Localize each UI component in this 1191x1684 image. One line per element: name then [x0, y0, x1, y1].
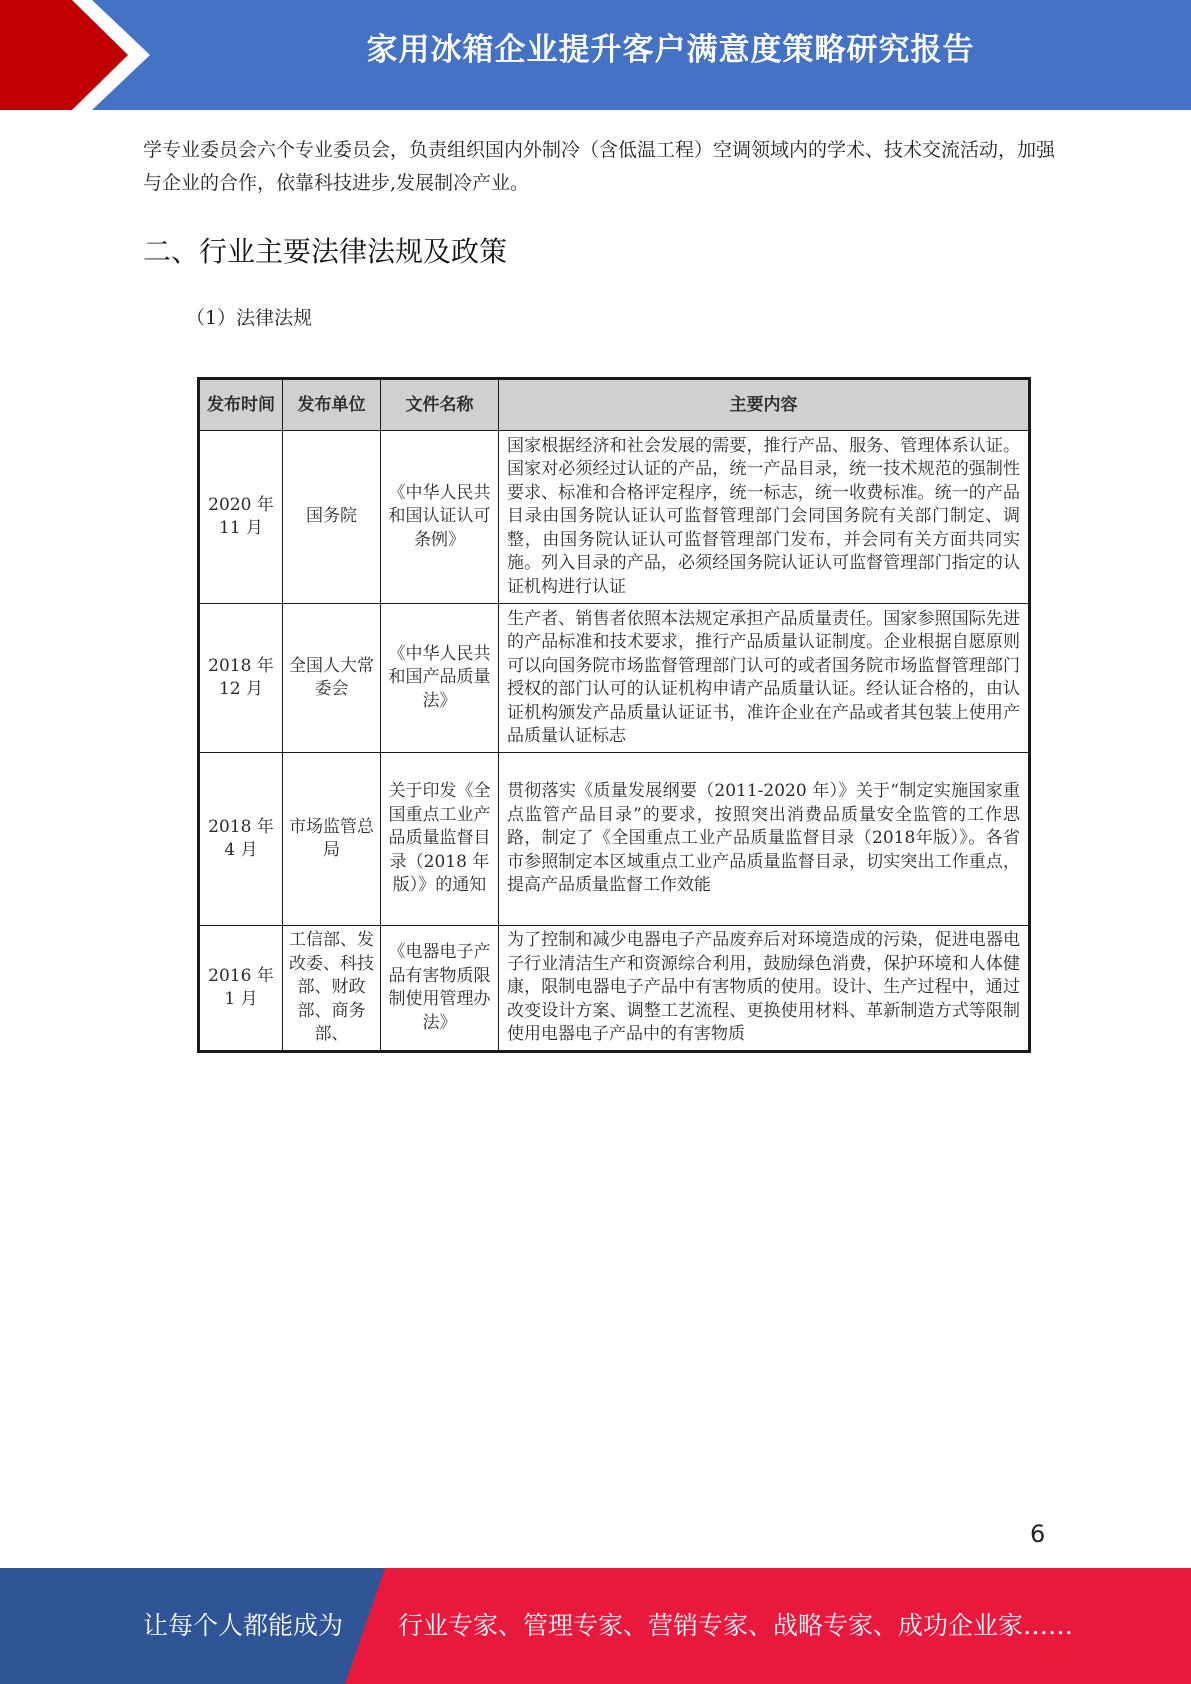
table-row — [199, 926, 1030, 1052]
cell-issuer: 市场监管总局 — [283, 753, 381, 926]
cell-content: 为了控制和减少电器电子产品废弃后对环境造成的污染，促进电器电子行业清洁生产和资源综合利用，鼓励绿色消费，保护环境和人体健康，限制电器电子产品中有害物质的使用。设计、生产过程中，通过改变设计方案、调整工艺流程、更换使用材料、革新制造方式等限制使用电器电子产品中的有害物质 — [499, 926, 1030, 1052]
cell-document: 《中华人民共和国认证认可条例》 — [381, 431, 499, 604]
cell-issuer: 工信部、发改委、科技部、财政部、商务部、 — [283, 926, 381, 1052]
cell-document: 《中华人民共和国产品质量法》 — [381, 604, 499, 753]
intro-paragraph: 学专业委员会六个专业委员会，负责组织国内外制冷（含低温工程）空调领域内的学术、技术交流活动，加强与企业的合作，依靠科技进步,发展制冷产业。 — [143, 139, 1056, 194]
cell-date: 2018 年12 月 — [199, 604, 283, 753]
header-issuer: 发布单位 — [283, 379, 381, 431]
cell-document: 关于印发《全国重点工业产品质量监督目录（2018 年版）》的通知 — [381, 753, 499, 926]
regulations-table — [197, 377, 1031, 1053]
sub-heading: （1）法律法规 — [186, 307, 313, 329]
table-row — [199, 431, 1030, 604]
header-content: 主要内容 — [499, 379, 1030, 431]
page-number: 6 — [1030, 1520, 1046, 1548]
cell-document: 《电器电子产品有害物质限制使用管理办法》 — [381, 926, 499, 1052]
cell-content: 贯彻落实《质量发展纲要（2011-2020 年）》关于“制定实施国家重点监管产品目录”的要求，按照突出消费品质量安全监管的工作思路，制定了《全国重点工业产品质量监督目录（2018年版）》。各省市参照制定本区域重点工业产品质量监督目录，切实突出工作重点，提高产品质量监督工作效能 — [499, 753, 1030, 926]
report-title: 家用冰箱企业提升客户满意度策略研究报告 — [366, 32, 975, 68]
cell-content: 国家根据经济和社会发展的需要，推行产品、服务、管理体系认证。国家对必须经过认证的产品，统一产品目录，统一技术规范的强制性要求、标准和合格评定程序，统一标志，统一收费标准。统一的产品目录由国务院认证认可监督管理部门会同国务院有关部门制定、调整，由国务院认证认可监督管理部门发布，并会同有关方面共同实施。列入目录的产品，必须经国务院认证认可监督管理部门指定的认证机构进行认证 — [499, 431, 1030, 604]
header-banner — [0, 0, 1191, 110]
cell-issuer: 国务院 — [283, 431, 381, 604]
section-heading: 二、行业主要法律法规及政策 — [143, 235, 508, 268]
table-row — [199, 753, 1030, 926]
table-header-row — [199, 379, 1030, 431]
cell-date: 2018 年4 月 — [199, 753, 283, 926]
cell-date: 2016 年1 月 — [199, 926, 283, 1052]
footer-banner — [0, 1568, 1191, 1684]
table-row — [199, 604, 1030, 753]
header-date: 发布时间 — [199, 379, 283, 431]
header-arrow-decoration — [0, 0, 150, 110]
footer-slogan-left: 让每个人都能成为 — [143, 1611, 344, 1640]
cell-content: 生产者、销售者依照本法规定承担产品质量责任。国家参照国际先进的产品标准和技术要求，推行产品质量认证制度。企业根据自愿原则可以向国务院市场监督管理部门认可的或者国务院市场监督管理部门授权的部门认可的认证机构申请产品质量认证。经认证合格的，由认证机构颁发产品质量认证证书，准许企业在产品或者其包装上使用产品质量认证标志 — [499, 604, 1030, 753]
header-document: 文件名称 — [381, 379, 499, 431]
footer-slogan-right: 行业专家、管理专家、营销专家、战略专家、成功企业家…… — [398, 1611, 1074, 1640]
cell-date: 2020 年11 月 — [199, 431, 283, 604]
cell-issuer: 全国人大常委会 — [283, 604, 381, 753]
